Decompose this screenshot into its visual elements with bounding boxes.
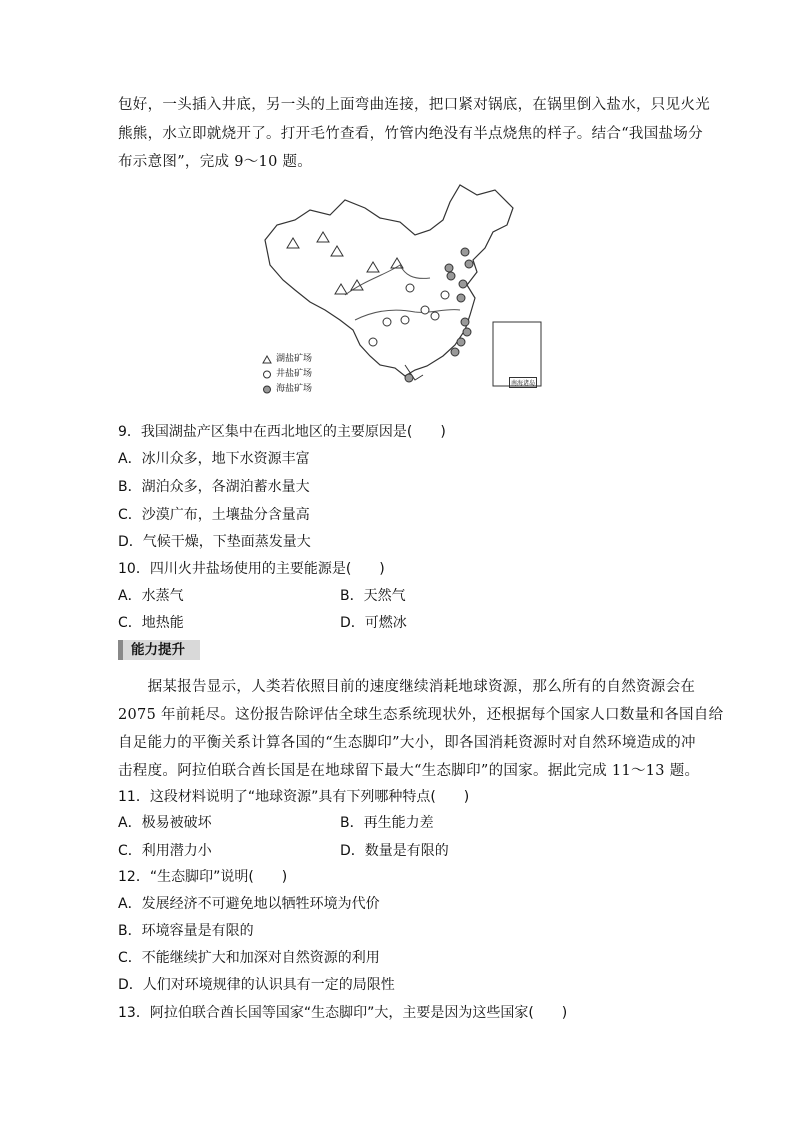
question-11-option-a: A．极易被破坏 xyxy=(118,815,212,831)
legend-well: 井盐矿场 xyxy=(262,367,312,382)
inset-label: 南海诸岛 xyxy=(509,377,537,388)
passage-line-2: 2075 年前耗尽。这份报告除评估全球生态系统现状外，还根据每个国家人口数量和各国自给 xyxy=(118,707,724,723)
sea-salt-marker xyxy=(459,280,467,288)
well-salt-marker xyxy=(421,306,429,314)
question-12-option-d: D．人们对环境规律的认识具有一定的局限性 xyxy=(118,977,395,993)
question-9-option-c: C．沙漠广布，土壤盐分含量高 xyxy=(118,507,310,523)
well-salt-marker xyxy=(401,316,409,324)
question-10-option-b: B．天然气 xyxy=(340,588,406,604)
well-salt-marker xyxy=(369,338,377,346)
sea-salt-marker xyxy=(465,260,473,268)
sea-salt-marker xyxy=(451,348,459,356)
sea-salt-marker xyxy=(461,248,469,256)
well-salt-marker xyxy=(383,318,391,326)
section-heading: 能力提升 xyxy=(118,640,200,660)
well-salt-marker xyxy=(441,291,449,299)
sea-salt-marker xyxy=(461,318,469,326)
legend-sea: 海盐矿场 xyxy=(262,382,312,397)
well-salt-marker xyxy=(431,312,439,320)
question-10-option-c: C．地热能 xyxy=(118,615,184,631)
question-9-option-d: D．气候干燥，下垫面蒸发量大 xyxy=(118,534,311,550)
question-11-option-c: C．利用潜力小 xyxy=(118,843,212,859)
question-9-option-b: B．湖泊众多，各湖泊蓄水量大 xyxy=(118,479,310,495)
passage-line-4: 击程度。阿拉伯联合酋长国是在地球留下最大“生态脚印”的国家。据此完成 11～13 题。 xyxy=(118,763,700,779)
lake-salt-marker xyxy=(317,232,329,242)
question-11-option-d: D．数量是有限的 xyxy=(340,843,449,859)
question-13-stem: 13．阿拉伯联合酋长国等国家“生态脚印”大，主要是因为这些国家( ) xyxy=(118,1005,568,1021)
lake-salt-marker xyxy=(331,246,343,256)
lake-salt-marker xyxy=(287,238,299,248)
question-11-option-b: B．再生能力差 xyxy=(340,815,434,831)
sea-salt-marker xyxy=(463,328,471,336)
well-salt-marker xyxy=(406,284,414,292)
circle-icon xyxy=(262,370,272,379)
question-11-stem: 11．这段材料说明了“地球资源”具有下列哪种特点( ) xyxy=(118,789,470,805)
intro-line-2: 熊熊，水立即就烧开了。打开毛竹查看，竹管内绝没有半点烧焦的样子。结合“我国盐场分 xyxy=(118,126,703,142)
sea-salt-marker xyxy=(405,374,413,382)
question-10-stem: 10．四川火井盐场使用的主要能源是( ) xyxy=(118,561,385,577)
sea-salt-marker xyxy=(457,338,465,346)
question-10-option-d: D．可燃冰 xyxy=(340,615,407,631)
intro-line-1: 包好，一头插入井底，另一头的上面弯曲连接，把口紧对锅底，在锅里倒入盐水，只见火光 xyxy=(118,97,710,113)
sea-salt-marker xyxy=(447,272,455,280)
lake-salt-marker xyxy=(367,262,379,272)
question-12-option-c: C．不能继续扩大和加深对自然资源的利用 xyxy=(118,950,380,966)
sea-salt-marker xyxy=(457,294,465,302)
lake-salt-marker xyxy=(335,284,347,294)
question-9-option-a: A．冰川众多，地下水资源丰富 xyxy=(118,451,310,467)
question-12-option-b: B．环境容量是有限的 xyxy=(118,923,254,939)
sea-salt-marker xyxy=(445,264,453,272)
map-legend xyxy=(262,352,312,397)
passage-line-3: 自足能力的平衡关系计算各国的“生态脚印”大小，即各国消耗资源时对自然环境造成的冲 xyxy=(118,735,696,751)
passage-line-1: 据某报告显示，人类若依照目前的速度继续消耗地球资源，那么所有的自然资源会在 xyxy=(118,679,696,695)
legend-lake: 湖盐矿场 xyxy=(262,352,312,367)
question-12-option-a: A．发展经济不可避免地以牺牲环境为代价 xyxy=(118,896,380,912)
intro-line-3: 布示意图”，完成 9～10 题。 xyxy=(118,154,313,170)
filled-circle-icon xyxy=(262,385,272,394)
triangle-icon xyxy=(262,355,272,364)
question-9-stem: 9．我国湖盐产区集中在西北地区的主要原因是( ) xyxy=(118,424,446,440)
question-10-option-a: A．水蒸气 xyxy=(118,588,184,604)
question-12-stem: 12．“生态脚印”说明( ) xyxy=(118,869,288,885)
